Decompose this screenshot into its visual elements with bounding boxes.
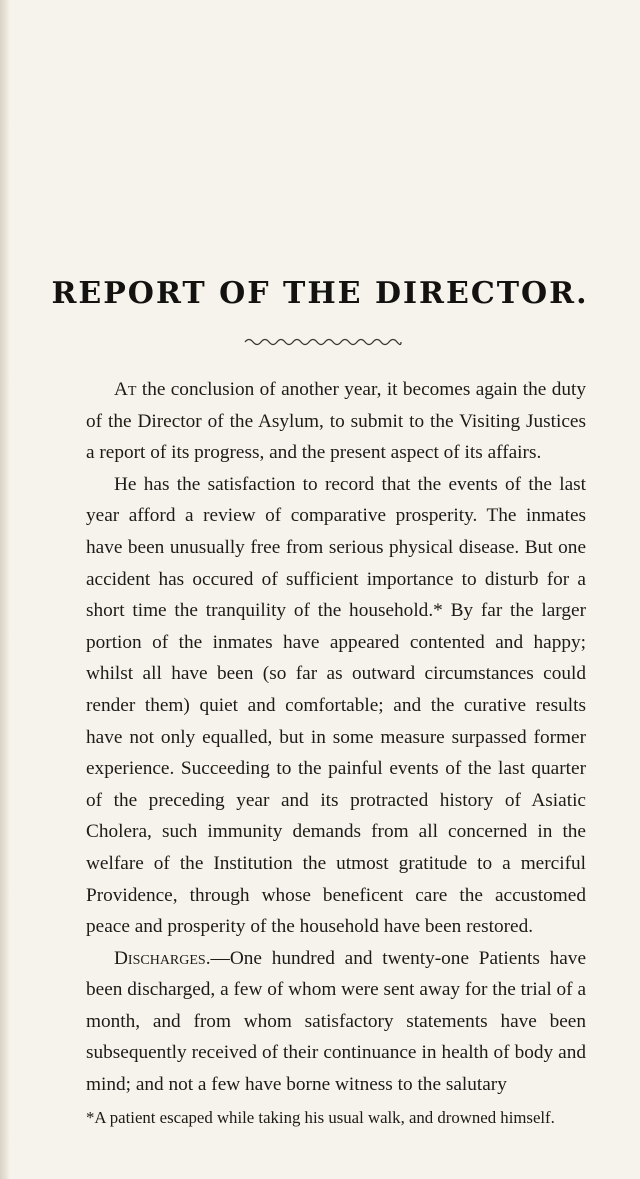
paragraph-discharges xyxy=(86,943,586,1101)
wavy-rule-ornament xyxy=(243,336,403,348)
paragraph-lead: Discharges. xyxy=(114,947,211,969)
paragraph-text: the conclusion of another year, it becomes again the duty of the Director of the Asylum, to submit to the Visiting Justices a report of its progress, and the present aspect of its affairs. xyxy=(86,379,586,464)
report-body xyxy=(86,374,586,1101)
paragraph-intro xyxy=(86,374,586,469)
paragraph-text: —One hundred and twenty-one Patients have been discharged, a few of whom were sent away for the trial of a month, and from whom satisfactory statements have been subsequently received of their continuance in health of body and mind; and not a few have borne witness to the salutary xyxy=(86,947,586,1096)
page-title: REPORT OF THE DIRECTOR. xyxy=(51,276,589,311)
paragraph-prosperity xyxy=(86,469,586,943)
paragraph-text: He has the satisfaction to record that the events of the last year afford a review of comparative prosperity. The inmates have been unusually free from serious physical disease. But one accident has occured of sufficient importance to disturb for a short time the tranquility of the household.* By far the larger portion of the inmates have appeared contented and happy; whilst all have been (so far as outward circumstances could render them) quiet and comfortable; and the curative results have not only equalled, but in some measure surpassed former experience. Succeeding to the painful events of the last quarter of the preceding year and its protracted history of Asiatic Cholera, such immunity demands from all concerned in the welfare of the Institution the utmost gratitude to a merciful Providence, through whose beneficent care the accustomed peace and prosperity of the household have been restored. xyxy=(86,473,586,938)
page-binding-edge xyxy=(0,0,10,1179)
paragraph-lead: At xyxy=(114,379,137,400)
footnote: *A patient escaped while taking his usual walk, and drowned himself. xyxy=(86,1108,555,1127)
